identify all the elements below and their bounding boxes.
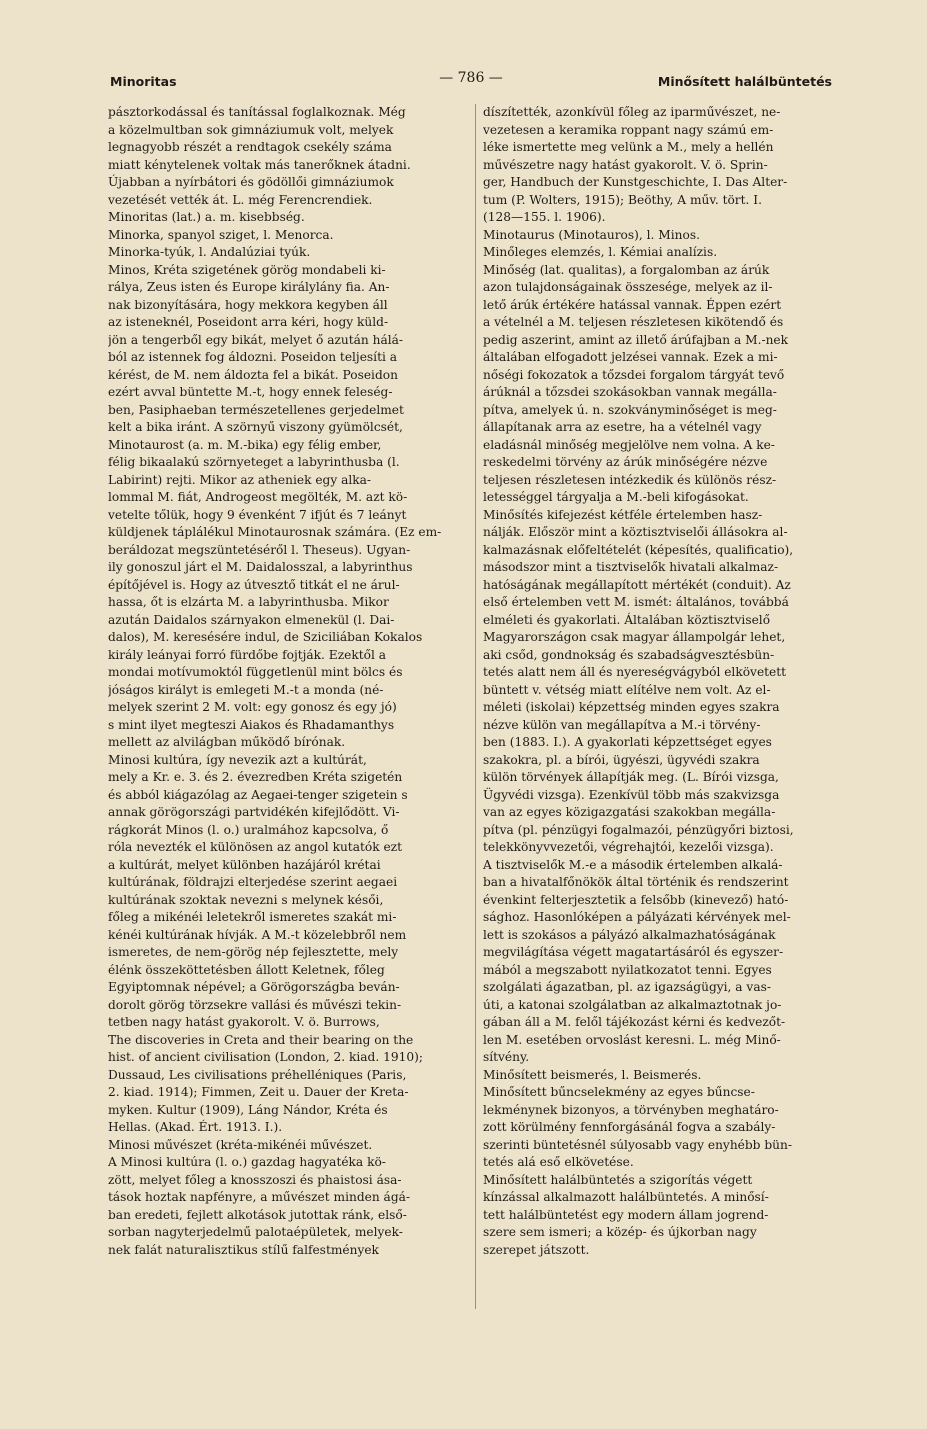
- header-right-term: Minősített halálbüntetés: [657, 74, 832, 89]
- text-line: 2. kiad. 1914); Fimmen, Zeit u. Dauer der Kreta-: [108, 1085, 409, 1099]
- text-line: ból az istennek fog áldozni. Poseidon teljesíti a: [108, 350, 398, 364]
- text-line: Dussaud, Les civilisations préhelléniques (Paris,: [108, 1067, 407, 1082]
- text-line: Minotaurost (a. m. M.-bika) egy félig ember,: [108, 437, 382, 452]
- text-line: szerinti büntetésnél súlyosabb vagy enyhébb bün-: [483, 1137, 792, 1152]
- text-line: tum (P. Wolters, 1915); Beöthy, A műv. tört. I.: [483, 192, 762, 207]
- text-line: külön törvények állapítják meg. (L. Bírói vizsga,: [483, 770, 779, 784]
- text-line: hist. of ancient civilisation (London, 2. kiad. 1910);: [108, 1050, 423, 1064]
- text-line: Minosi kultúra, így nevezik azt a kultúrát,: [108, 752, 367, 767]
- text-line: lommal M. fiát, Androgeost megölték, M. azt kö-: [108, 490, 408, 504]
- text-line: Minősített beismerés, l. Beismerés.: [483, 1067, 702, 1082]
- text-line: annak görögországi partvidékén kifejlődött. Vi-: [108, 805, 400, 819]
- text-line: mely a Kr. e. 3. és 2. évezredben Kréta szigetén: [108, 770, 403, 784]
- text-line: kultúrának, földrajzi elterjedése szerint aegaei: [108, 875, 398, 889]
- header-left-term: Minoritas: [110, 74, 177, 89]
- text-line: Minőség (lat. qualitas), a forgalomban az árúk: [483, 262, 770, 277]
- text-line: azután Daidalos szárnyakon elmenekül (l. Dai-: [108, 612, 395, 627]
- text-line: nézve külön van megállapítva a M.-i törvény-: [483, 717, 761, 732]
- text-line: léke ismertette meg velünk a M., mely a hellén: [483, 140, 774, 154]
- text-line: beráldozat megszüntetéséről l. Theseus). Ugyan-: [108, 542, 411, 557]
- text-line: Minősített bűncselekmény az egyes bűncse-: [483, 1085, 755, 1099]
- text-line: Ügyvédi vizsga). Ezenkívül több más szakvizsga: [483, 787, 780, 802]
- text-line: kalmazásnak előfeltételét (képesítés, qualificatio),: [483, 542, 794, 557]
- text-line: szakokra, pl. a bírói, ügyészi, ügyvédi szakra: [483, 752, 760, 767]
- text-line: ben (1883. I.). A gyakorlati képzettséget egyes: [483, 735, 772, 749]
- text-line: zött, melyet főleg a knosszoszi és phaistosi ása-: [108, 1172, 402, 1187]
- text-line: mellett az alvilágban működő bírónak.: [108, 735, 346, 749]
- text-line: Minosi művészet (kréta-mikénéi művészet.: [108, 1137, 373, 1152]
- text-line: pítva, amelyek ú. n. szokványminőséget is meg-: [483, 402, 777, 417]
- text-line: Újabban a nyírbátori és gödöllői gimnáziumok: [108, 175, 394, 189]
- text-line: Minos, Kréta szigetének görög mondabeli ki-: [108, 262, 386, 277]
- text-line: zott körülmény fennforgásánál fogva a szabály-: [483, 1120, 776, 1134]
- text-line: Minoritas (lat.) a. m. kisebbség.: [108, 210, 305, 224]
- text-line: Egyiptomnak népével; a Görögországba beván-: [108, 980, 400, 994]
- text-line: a kultúrát, melyet különben hazájáról krétai: [108, 857, 381, 872]
- text-line: pedig aszerint, amint az illető árúfajban a M.-nek: [483, 332, 789, 347]
- text-line: másodszor mint a tisztviselők hivatali alkalmaz-: [483, 560, 779, 574]
- text-line: kénéi kultúrának hívják. A M.-t közelebbről nem: [108, 927, 407, 942]
- text-line: tetés alatt nem áll és nyereségvágyból elkövetett: [483, 665, 787, 679]
- text-line: első értelemben vett M. ismét: általános, továbbá: [483, 595, 789, 609]
- text-line: (128—155. l. 1906).: [483, 210, 606, 224]
- text-line: építőjével is. Hogy az útvesztő titkát el ne árul-: [108, 577, 400, 592]
- text-line: Hellas. (Akad. Ért. 1913. I.).: [108, 1120, 283, 1134]
- text-line: lető árúk értékére hatással vannak. Éppen ezért: [483, 297, 782, 312]
- text-line: reskedelmi törvény az árúk minőségére nézve: [483, 455, 768, 469]
- text-line: kérést, de M. nem áldozta fel a bikát. Poseidon: [108, 367, 398, 382]
- text-line: Magyarországon csak magyar állampolgár lehet,: [483, 630, 786, 644]
- text-line: lekménynek bizonyos, a törvényben meghatáro-: [483, 1102, 779, 1117]
- text-line: pásztorkodással és tanítással foglalkoznak. Még: [108, 105, 406, 119]
- left-column: [108, 104, 473, 1259]
- text-line: szolgálati ágazatban, pl. az igazságügyi, a vas-: [483, 980, 771, 994]
- text-line: állapítanak arra az esetre, ha a vételnél vagy: [483, 420, 762, 434]
- text-line: dorolt görög törzsekre vallási és művészi tekin-: [108, 997, 402, 1012]
- text-line: félig bikaalakú szörnyeteget a labyrinthusba (l.: [108, 455, 400, 469]
- text-line: kelt a bika iránt. A szörnyű viszony gyümölcsét,: [108, 420, 403, 434]
- running-header: [110, 70, 832, 92]
- text-line: ban a hivatalfőnökök által történik és rendszerint: [483, 875, 789, 889]
- text-line: hatóságának megállapított mértékét (conduit). Az: [483, 577, 791, 592]
- text-line: ger, Handbuch der Kunstgeschichte, I. Das Alter-: [483, 175, 788, 189]
- text-line: évenkint felterjesztetik a felsőbb (kinevező) ható-: [483, 892, 789, 907]
- text-line: úti, a katonai szolgálatban az alkalmaztotnak jo-: [483, 997, 782, 1012]
- text-line: a vételnél a M. teljesen részletesen kikötendő és: [483, 315, 784, 329]
- text-line: vezetesen a keramika roppant nagy számú em-: [483, 122, 774, 137]
- text-line: eladásnál minőség megjelölve nem volna. A ke-: [483, 437, 775, 452]
- text-line: díszítették, azonkívül főleg az iparművészet, ne-: [483, 105, 781, 119]
- text-line: róla nevezték el különösen az angol kutatók ezt: [108, 840, 402, 854]
- text-line: tett halálbüntetést egy modern állam jogrend-: [483, 1207, 769, 1222]
- text-line: melyek szerint 2 M. volt: egy gonosz és egy jó): [108, 700, 397, 714]
- text-line: az isteneknél, Poseidont arra kéri, hogy küld-: [108, 315, 389, 329]
- text-line: van az egyes közigazgatási szakokban megálla-: [483, 805, 776, 819]
- right-column: [483, 104, 833, 1259]
- text-line: a közelmultban sok gimnáziumuk volt, melyek: [108, 122, 394, 137]
- text-line: hassa, őt is elzárta M. a labyrinthusba. Mikor: [108, 595, 389, 609]
- text-line: pítva (pl. pénzügyi fogalmazói, pénzügyőri biztosi,: [483, 822, 794, 837]
- text-line: Minorka-tyúk, l. Andalúziai tyúk.: [108, 245, 311, 259]
- text-line: ily gonoszul járt el M. Daidalosszal, a labyrinthus: [108, 560, 413, 574]
- text-line: küldjenek táplálékul Minotaurosnak számára. (Ez em-: [108, 525, 442, 539]
- text-line: miatt kénytelenek voltak más tanerőknek átadni.: [108, 157, 411, 172]
- text-line: király leányai forró fürdőbe fojtják. Ezektől a: [108, 647, 386, 662]
- text-line: ezért avval büntette M.-t, hogy ennek feleség-: [108, 385, 393, 399]
- text-line: jóságos királyt is emlegeti M.-t a monda (né-: [108, 682, 384, 697]
- text-line: A Minosi kultúra (l. o.) gazdag hagyatéka kö-: [108, 1155, 386, 1169]
- text-line: teljesen részletesen intézkedik és különös rész-: [483, 472, 777, 487]
- text-line: azon tulajdonságainak összesége, melyek az il-: [483, 280, 773, 294]
- text-line: Labirint) rejti. Mikor az atheniek egy alka-: [108, 472, 372, 487]
- text-line: élénk összeköttetésben állott Keletnek, főleg: [108, 962, 385, 977]
- text-line: aki csőd, gondnokság és szabadságvesztésbün-: [483, 647, 775, 662]
- text-line: Minotaurus (Minotauros), l. Minos.: [483, 227, 700, 242]
- text-line: és abból kiágazólag az Aegaei-tenger szigetein s: [108, 787, 408, 802]
- text-line: Minőleges elemzés, l. Kémiai analízis.: [483, 245, 718, 259]
- text-line: ben, Pasiphaeban természetellenes gerjedelmet: [108, 402, 404, 417]
- text-line: sághoz. Hasonlóképen a pályázati kérvények mel-: [483, 910, 791, 924]
- text-line: The discoveries in Creta and their bearing on the: [108, 1032, 414, 1047]
- text-line: méleti (iskolai) képzettség minden egyes szakra: [483, 700, 780, 714]
- text-line: s mint ilyet megteszi Aiakos és Rhadamanthys: [108, 717, 395, 732]
- text-line: mondai motívumoktól függetlenül mint bölcs és: [108, 665, 403, 679]
- text-line: telekkönyvvezetői, végrehajtói, kezelői vizsga).: [483, 840, 774, 854]
- text-line: dalos), M. keresésére indul, de Sziciliában Kokalos: [108, 630, 423, 644]
- text-line: myken. Kultur (1909), Láng Nándor, Kréta és: [108, 1102, 388, 1117]
- text-line: megvilágítása végett magatartásáról és egyszer-: [483, 945, 784, 959]
- text-line: Minősítés kifejezést kétféle értelemben hasz-: [483, 507, 763, 522]
- text-line: ban eredeti, fejlett alkotások jutottak ránk, első-: [108, 1207, 407, 1222]
- text-line: szerepet játszott.: [483, 1242, 590, 1257]
- text-line: szere sem ismeri; a közép- és újkorban nagy: [483, 1225, 757, 1239]
- text-line: jön a tengerből egy bikát, melyet ő azután hálá-: [108, 332, 404, 347]
- text-line: nek falát naturalisztikus stílű falfestmények: [108, 1242, 379, 1257]
- text-line: mából a megszabott nyilatkozatot tenni. Egyes: [483, 962, 772, 977]
- text-line: legnagyobb részét a rendtagok csekély száma: [108, 140, 392, 154]
- text-line: rálya, Zeus isten és Europe királylány fia. An-: [108, 280, 390, 294]
- text-line: elméleti és gyakorlati. Általában köztisztviselő: [483, 612, 771, 627]
- text-line: vetelte tőlük, hogy 9 évenként 7 ifjút és 7 leányt: [108, 507, 407, 522]
- text-line: Minősített halálbüntetés a szigorítás végett: [483, 1172, 753, 1187]
- text-line: vezetését vették át. L. még Ferencrendiek.: [108, 192, 373, 207]
- page-number: — 786 —: [439, 70, 503, 86]
- text-line: gában áll a M. felől tájékozást kérni és kedvezőt-: [483, 1015, 786, 1029]
- text-line: sorban nagyterjedelmű palotaépületek, melyek-: [108, 1225, 403, 1239]
- text-line: nak bizonyítására, hogy mekkora kegyben áll: [108, 297, 388, 312]
- text-line: büntett v. vétség miatt elítélve nem volt. Az el-: [483, 682, 771, 697]
- text-line: letességgel tárgyalja a M.-beli kifogásokat.: [483, 490, 749, 504]
- text-line: tetés alá eső elkövetése.: [483, 1155, 634, 1169]
- text-line: rágkorát Minos (l. o.) uralmához kapcsolva, ő: [108, 822, 389, 837]
- text-line: kultúrának szoktak nevezni s melynek késői,: [108, 892, 384, 907]
- text-line: A tisztviselők M.-e a második értelemben alkalá-: [483, 857, 783, 872]
- text-line: Minorka, spanyol sziget, l. Menorca.: [108, 227, 334, 242]
- text-line: tások hoztak napfényre, a művészet minden ágá-: [108, 1190, 411, 1204]
- text-line: művészetre nagy hatást gyakorolt. V. ö. Sprin-: [483, 157, 768, 172]
- text-line: tetben nagy hatást gyakorolt. V. ö. Burrows,: [108, 1015, 380, 1029]
- text-line: főleg a mikénéi leletekről ismeretes szakát mi-: [108, 910, 397, 924]
- text-line: kínzással alkalmazott halálbüntetés. A minősí-: [483, 1190, 769, 1204]
- text-line: nőségi fokozatok a tőzsdei forgalom tárgyát tevő: [483, 367, 785, 382]
- text-line: lett is szokásos a pályázó alkalmazhatóságának: [483, 927, 776, 942]
- text-line: nálják. Először mint a köztisztviselői állásokra al-: [483, 525, 788, 539]
- text-line: ismeretes, de nem-görög nép fejlesztette, mely: [108, 945, 399, 959]
- text-line: általában elfogadott jelzései vannak. Ezek a mi-: [483, 350, 778, 364]
- text-line: árúknál a tőzsdei szokásokban vannak megálla-: [483, 385, 777, 399]
- text-line: sítvény.: [483, 1050, 530, 1064]
- text-line: len M. esetében orvoslást keresni. L. még Minő-: [483, 1032, 781, 1047]
- column-divider: [475, 104, 476, 1309]
